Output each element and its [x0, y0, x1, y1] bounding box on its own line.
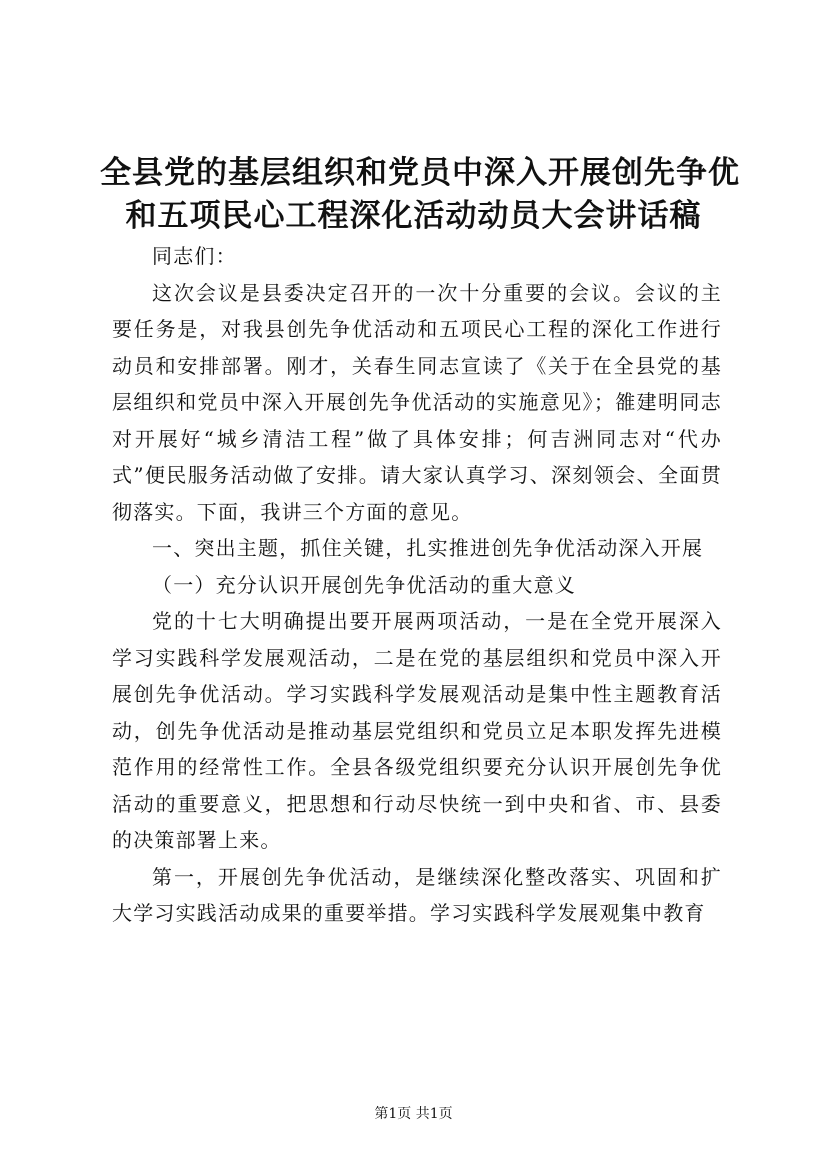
section-heading: 一、突出主题，抓住关键，扎实推进创先争优活动深入开展 [152, 536, 704, 560]
page-footer: 第1页 共1页 [374, 1106, 453, 1122]
paragraph: 党的十七大明确提出要开展两项活动，一是在全党开展深入学习实践科学发展观活动，二是在党的基层组织和党员中深入开展创先争优活动。学习实践科学发展观活动是集中性主题教育活动，创先争优活动是推动基层党组织和党员立足本职发挥先进模范作用的经常性工作。全县各级党组织要充分认识开展创先争优活动的重要意义，把思想和行动尽快统一到中央和省、市、县委的决策部署上来。 [112, 609, 722, 852]
document-title-line-1: 全县党的基层组织和党员中深入开展创先争优 [100, 155, 740, 191]
document-title-line-2: 和五项民心工程深化活动动员大会讲话稿 [125, 198, 702, 234]
salutation: 同志们： [152, 244, 237, 268]
paragraph: 这次会议是县委决定召开的一次十分重要的会议。会议的主要任务是，对我县创先争优活动和五项民心工程的深化工作进行动员和安排部署。刚才，关春生同志宣读了《关于在全县党的基层组织和党员中深入开展创先争优活动的实施意见》；雒建明同志对开展好“城乡清洁工程”做了具体安排；何吉洲同志对“代办式”便民服务活动做了安排。请大家认真学习、深刻领会、全面贯彻落实。下面，我讲三个方面的意见。 [112, 280, 722, 524]
document-body [112, 238, 722, 932]
paragraph: 第一，开展创先争优活动，是继续深化整改落实、巩固和扩大学习实践活动成果的重要举措。学习实践科学发展观集中教育 [112, 864, 722, 925]
subsection-heading: （一）充分认识开展创先争优活动的重大意义 [152, 572, 576, 597]
